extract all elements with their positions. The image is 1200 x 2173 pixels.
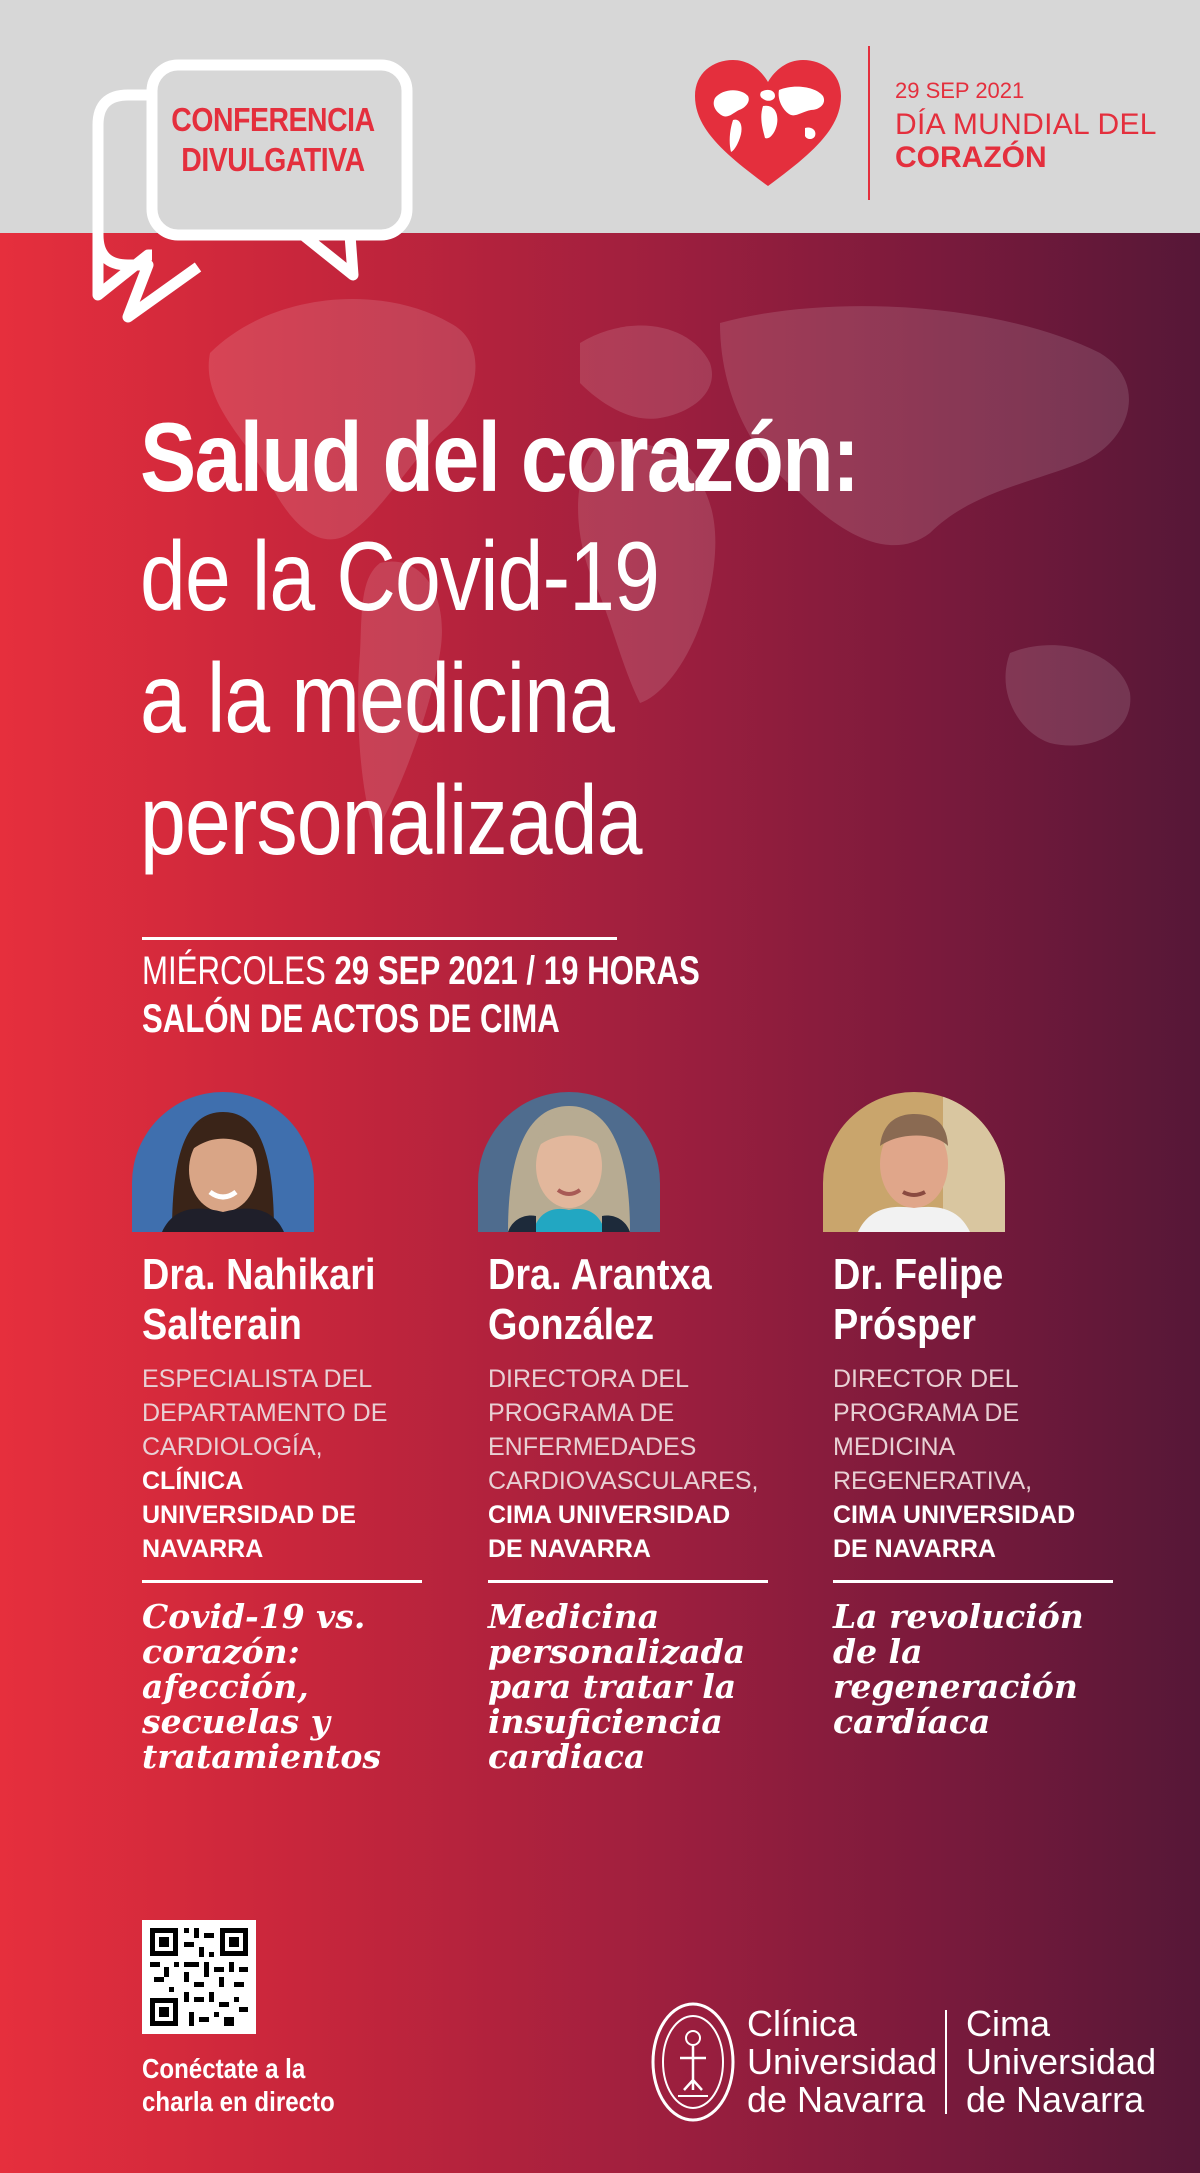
qr-caption (142, 2052, 335, 2118)
talk-line: regeneración (833, 1667, 1078, 1706)
title-divider (142, 937, 617, 940)
org-line: CIMA UNIVERSIDAD (488, 1501, 731, 1529)
talk-line: Medicina (488, 1597, 660, 1636)
role-line: CARDIOLOGÍA, (142, 1433, 323, 1461)
talk-line: Covid-19 vs. (142, 1597, 366, 1636)
speaker-name-line1: Dra. Arantxa (488, 1250, 712, 1299)
title-line2: de la Covid-19 (140, 521, 660, 631)
talk-title (833, 1599, 1133, 1739)
talk-line: para tratar la (488, 1667, 737, 1706)
clinica-logo (747, 2005, 937, 2119)
speaker-name-line2: Salterain (142, 1300, 302, 1349)
qr-code[interactable] (142, 1920, 256, 2034)
badge-date: 29 SEP 2021 (895, 78, 1025, 103)
speaker-name (833, 1250, 1003, 1350)
speaker-role (488, 1362, 788, 1566)
talk-line: corazón: (142, 1632, 300, 1671)
talk-line: secuelas y (142, 1702, 330, 1741)
badge-title-line2: CORAZÓN (895, 141, 1047, 174)
talk-line: de la (833, 1632, 923, 1671)
badge-title-line1: DÍA MUNDIAL DEL (895, 108, 1157, 141)
speaker-role (142, 1362, 442, 1566)
title-line3: a la medicina (140, 643, 615, 753)
speaker-name-line1: Dr. Felipe (833, 1250, 1004, 1299)
qr-caption-line2: charla en directo (142, 2086, 335, 2117)
talk-line: La revolución (833, 1597, 1084, 1636)
speaker-divider (142, 1580, 422, 1583)
talk-line: insuficiencia (488, 1702, 723, 1741)
talk-line: cardíaca (833, 1702, 991, 1741)
role-line: MEDICINA (833, 1433, 956, 1461)
role-line: ENFERMEDADES (488, 1433, 697, 1461)
conference-type-label (166, 100, 381, 180)
speaker-name-line2: González (488, 1300, 655, 1349)
heart-world-icon (693, 58, 843, 188)
org-line: NAVARRA (142, 1535, 264, 1563)
badge-divider (868, 46, 870, 200)
talk-line: cardiaca (488, 1737, 646, 1776)
university-seal-icon (650, 2000, 736, 2124)
org-line: UNIVERSIDAD DE (142, 1501, 356, 1529)
talk-title (142, 1599, 442, 1774)
speaker-divider (833, 1580, 1113, 1583)
org-line: DE NAVARRA (488, 1535, 651, 1563)
speaker-name-line1: Dra. Nahikari (142, 1250, 376, 1299)
speaker-role (833, 1362, 1133, 1566)
role-line: DIRECTORA DEL (488, 1365, 689, 1393)
event-day: MIÉRCOLES (142, 949, 326, 993)
org-line: DE NAVARRA (833, 1535, 996, 1563)
event-datetime (142, 948, 700, 994)
role-line: DEPARTAMENTO DE (142, 1399, 388, 1427)
event-title (140, 400, 975, 881)
talk-title (488, 1599, 788, 1774)
clinica-line1: Clínica (747, 2003, 858, 2044)
role-line: DIRECTOR DEL (833, 1365, 1019, 1393)
title-line4: personalizada (140, 765, 642, 875)
logo-divider (945, 2010, 947, 2114)
cima-line2: Universidad (966, 2041, 1157, 2082)
event-venue: SALÓN DE ACTOS DE CIMA (142, 997, 560, 1041)
conference-type-line1: CONFERENCIA (171, 101, 375, 138)
clinica-line2: Universidad (747, 2041, 938, 2082)
role-line: CARDIOVASCULARES, (488, 1467, 759, 1495)
org-line: CIMA UNIVERSIDAD (833, 1501, 1076, 1529)
talk-line: afección, (142, 1667, 309, 1706)
role-line: REGENERATIVA, (833, 1467, 1033, 1495)
cima-line3: de Navarra (966, 2079, 1145, 2120)
talk-line: tratamientos (142, 1737, 381, 1776)
cima-logo (966, 2005, 1156, 2119)
qr-caption-line1: Conéctate a la (142, 2053, 306, 2084)
event-date-time: 29 SEP 2021 / 19 HORAS (334, 949, 700, 993)
speaker-name-line2: Prósper (833, 1300, 977, 1349)
title-line1: Salud del corazón: (140, 402, 859, 512)
org-line: CLÍNICA (142, 1467, 244, 1495)
cima-line1: Cima (966, 2003, 1051, 2044)
clinica-line3: de Navarra (747, 2079, 926, 2120)
role-line: ESPECIALISTA DEL (142, 1365, 373, 1393)
speaker-name (488, 1250, 712, 1350)
talk-line: personalizada (488, 1632, 746, 1671)
conference-type-line2: DIVULGATIVA (181, 141, 365, 178)
role-line: PROGRAMA DE (833, 1399, 1020, 1427)
speech-bubble-icon (88, 55, 418, 325)
speaker-divider (488, 1580, 768, 1583)
role-line: PROGRAMA DE (488, 1399, 675, 1427)
speaker-name (142, 1250, 375, 1350)
